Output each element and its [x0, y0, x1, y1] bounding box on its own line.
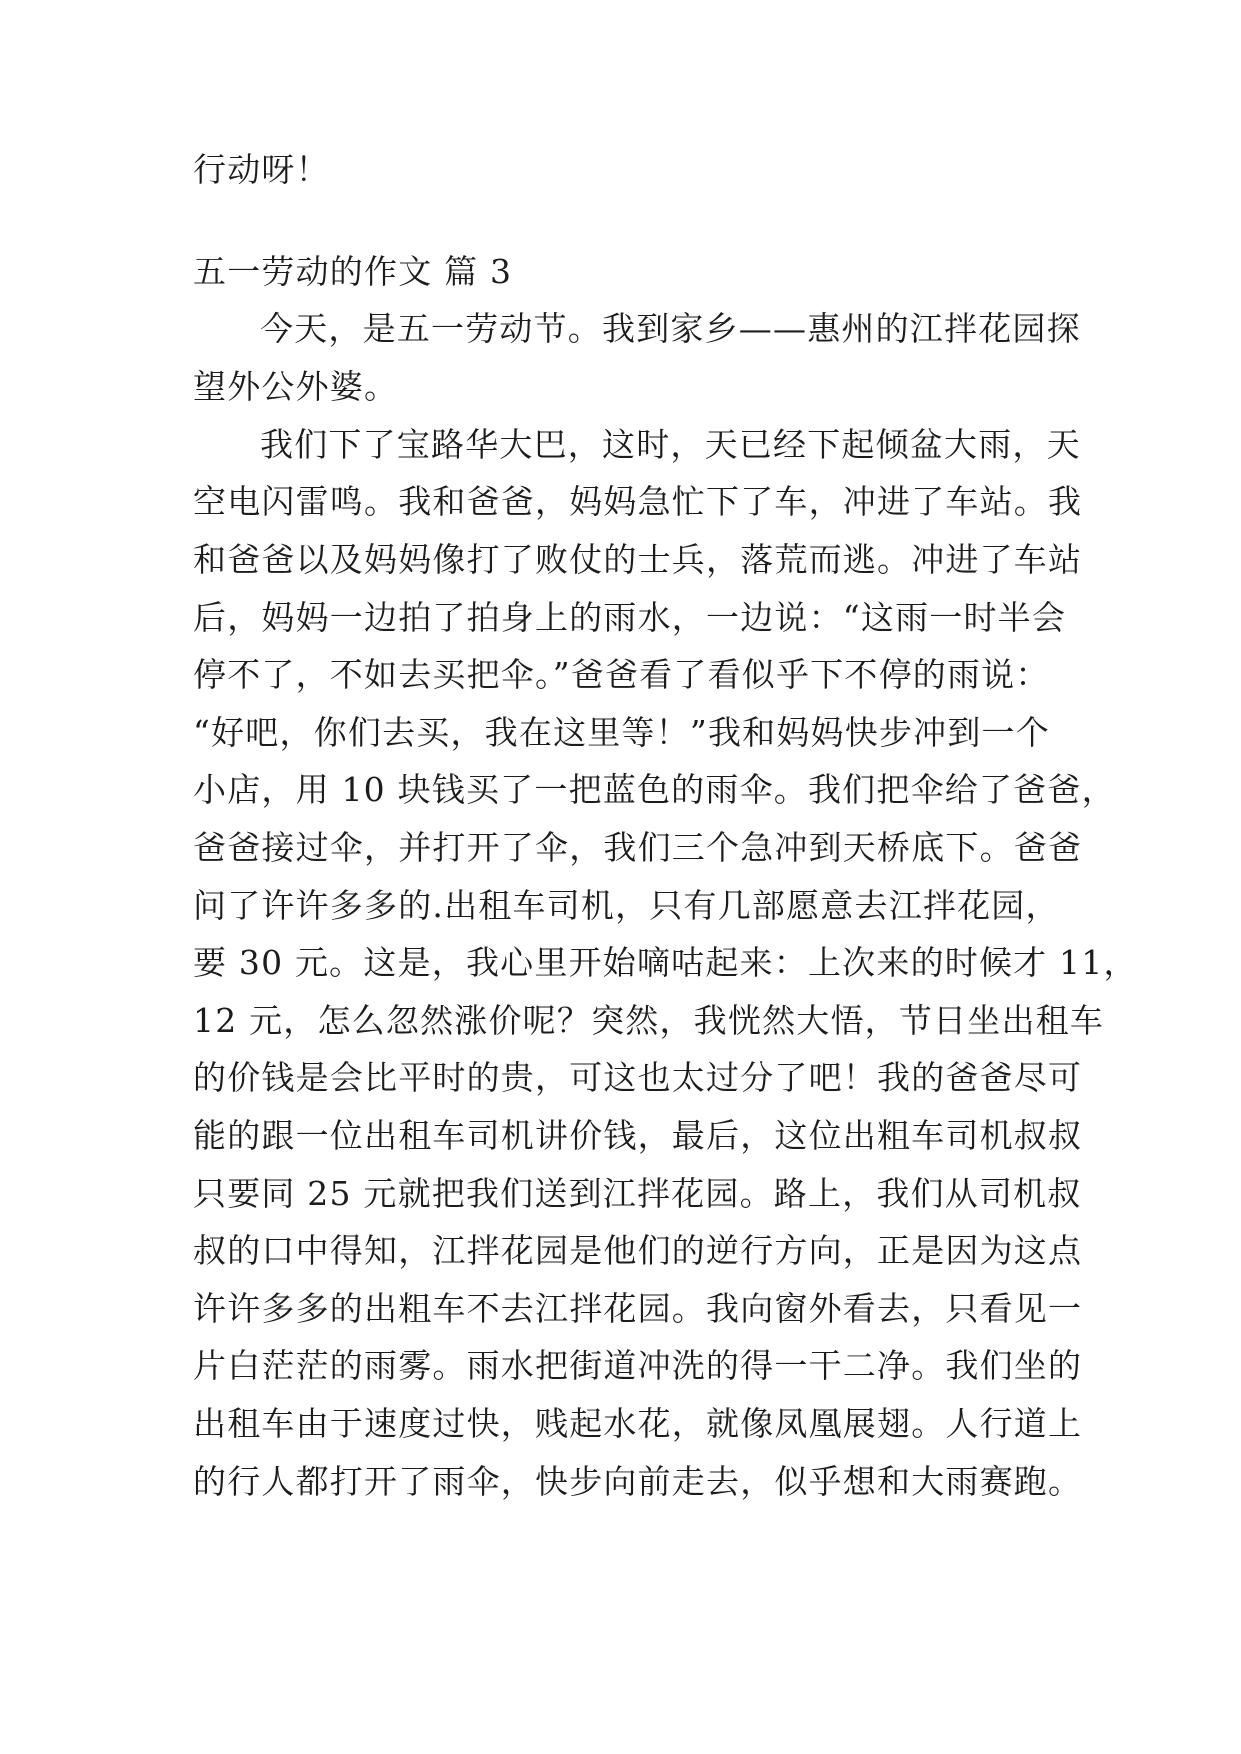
paragraph-2-line-8: 爸爸接过伞，并打开了伞，我们三个急冲到天桥底下。爸爸 — [193, 828, 1083, 867]
paragraph-2-line-14: 只要同 25 元就把我们送到江拌花园。路上，我们从司机叔 — [193, 1174, 1082, 1213]
paragraph-2-line-16: 许许多多的出粗车不去江拌花园。我向窗外看去，只看见一 — [193, 1289, 1083, 1328]
paragraph-2-line-1: 我们下了宝路华大巴，这时，天已经下起倾盆大雨，天 — [260, 425, 1081, 464]
paragraph-2-line-7: 小店，用 10 块钱买了一把蓝色的雨伞。我们把伞给了爸爸， — [193, 770, 1116, 809]
paragraph-1-line-2: 望外公外婆。 — [193, 367, 399, 406]
paragraph-2-line-11: 12 元，怎么忽然涨价呢？突然，我恍然大悟，节日坐出租车 — [193, 1001, 1105, 1040]
text-line-continuation: 行动呀！ — [193, 150, 330, 189]
paragraph-2-line-19: 的行人都打开了雨伞，快步向前走去，似乎想和大雨赛跑。 — [193, 1462, 1083, 1501]
section-heading: 五一劳动的作文 篇 3 — [193, 252, 513, 291]
paragraph-2-line-17: 片白茫茫的雨雾。雨水把街道冲洗的得一干二净。我们坐的 — [193, 1346, 1083, 1385]
paragraph-2-line-12: 的价钱是会比平时的贵，可这也太过分了吧！我的爸爸尽可 — [193, 1058, 1083, 1097]
paragraph-2-line-10: 要 30 元。这是，我心里开始嘀咕起来：上次来的时候才 11， — [193, 943, 1138, 982]
paragraph-2-line-18: 出租车由于速度过快，贱起水花，就像凤凰展翅。人行道上 — [193, 1404, 1083, 1443]
paragraph-2-line-4: 后，妈妈一边拍了拍身上的雨水，一边说：“这雨一时半会 — [193, 598, 1067, 637]
paragraph-2-line-2: 空电闪雷鸣。我和爸爸，妈妈急忙下了车，冲进了车站。我 — [193, 482, 1083, 521]
paragraph-2-line-6: “好吧，你们去买，我在这里等！”我和妈妈快步冲到一个 — [193, 713, 1050, 752]
paragraph-2-line-15: 叔的口中得知，江拌花园是他们的逆行方向，正是因为这点 — [193, 1231, 1083, 1270]
paragraph-2-line-13: 能的跟一位出租车司机讲价钱，最后，这位出粗车司机叔叔 — [193, 1116, 1083, 1155]
paragraph-2-line-3: 和爸爸以及妈妈像打了败仗的士兵，落荒而逃。冲进了车站 — [193, 540, 1083, 579]
paragraph-2-line-9: 问了许许多多的.出租车司机，只有几部愿意去江拌花园， — [193, 886, 1060, 925]
paragraph-1-line-1: 今天，是五一劳动节。我到家乡——惠州的江拌花园探 — [260, 309, 1081, 348]
paragraph-2-line-5: 停不了，不如去买把伞。”爸爸看了看似乎下不停的雨说： — [193, 655, 1050, 694]
